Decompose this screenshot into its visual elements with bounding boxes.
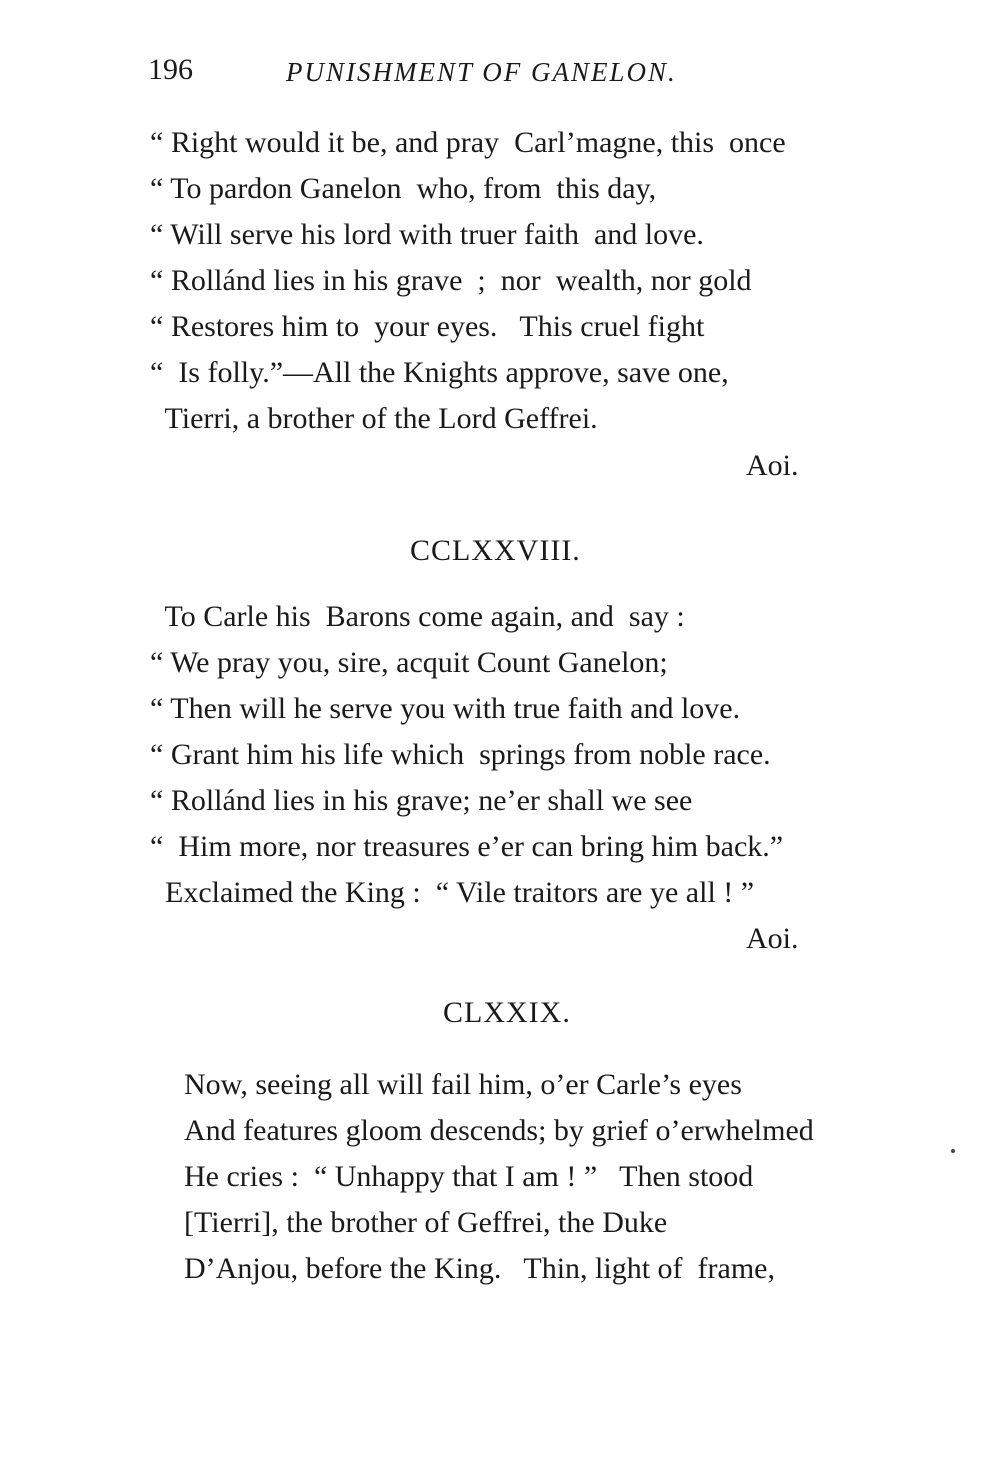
verse-line: “ Is folly.”—All the Knights approve, save one, — [150, 356, 729, 389]
refrain-aoi: Aoi. — [746, 449, 799, 482]
verse-line: He cries : “ Unhappy that I am ! ” Then stood — [184, 1160, 754, 1193]
verse-line: “ Rollánd lies in his grave ; nor wealth, nor gold — [150, 264, 752, 297]
verse-line: [Tierri], the brother of Geffrei, the Duke — [184, 1206, 668, 1239]
verse-line: “ We pray you, sire, acquit Count Ganelon; — [150, 646, 668, 679]
verse-line: “ Right would it be, and pray Carl’magne, this once — [150, 126, 786, 159]
verse-line: Exclaimed the King : “ Vile traitors are ye all ! ” — [150, 876, 755, 909]
verse-line: Tierri, a brother of the Lord Geffrei. — [150, 402, 598, 435]
verse-line: “ To pardon Ganelon who, from this day, — [150, 172, 657, 205]
section-heading: CCLXXVIII. — [410, 534, 581, 567]
page-number: 196 — [148, 53, 193, 86]
verse-line: D’Anjou, before the King. Thin, light of frame, — [184, 1252, 775, 1285]
verse-line: “ Rollánd lies in his grave; ne’er shall we see — [150, 784, 693, 817]
verse-line: Now, seeing all will fail him, o’er Carle’s eyes — [184, 1068, 742, 1101]
verse-line: “ Grant him his life which springs from noble race. — [150, 738, 771, 771]
verse-line: “ Restores him to your eyes. This cruel fight — [150, 310, 705, 343]
refrain-aoi: Aoi. — [746, 922, 799, 955]
section-heading: CLXXIX. — [443, 996, 571, 1029]
verse-line: And features gloom descends; by grief o’erwhelmed — [184, 1114, 814, 1147]
verse-line: To Carle his Barons come again, and say : — [150, 600, 685, 633]
verse-line: “ Will serve his lord with truer faith and love. — [150, 218, 704, 251]
verse-line: “ Then will he serve you with true faith and love. — [150, 692, 741, 725]
paper-speck — [951, 1149, 955, 1153]
verse-line: “ Him more, nor treasures e’er can bring him back.” — [150, 830, 784, 863]
running-title: PUNISHMENT OF GANELON. — [286, 57, 677, 87]
